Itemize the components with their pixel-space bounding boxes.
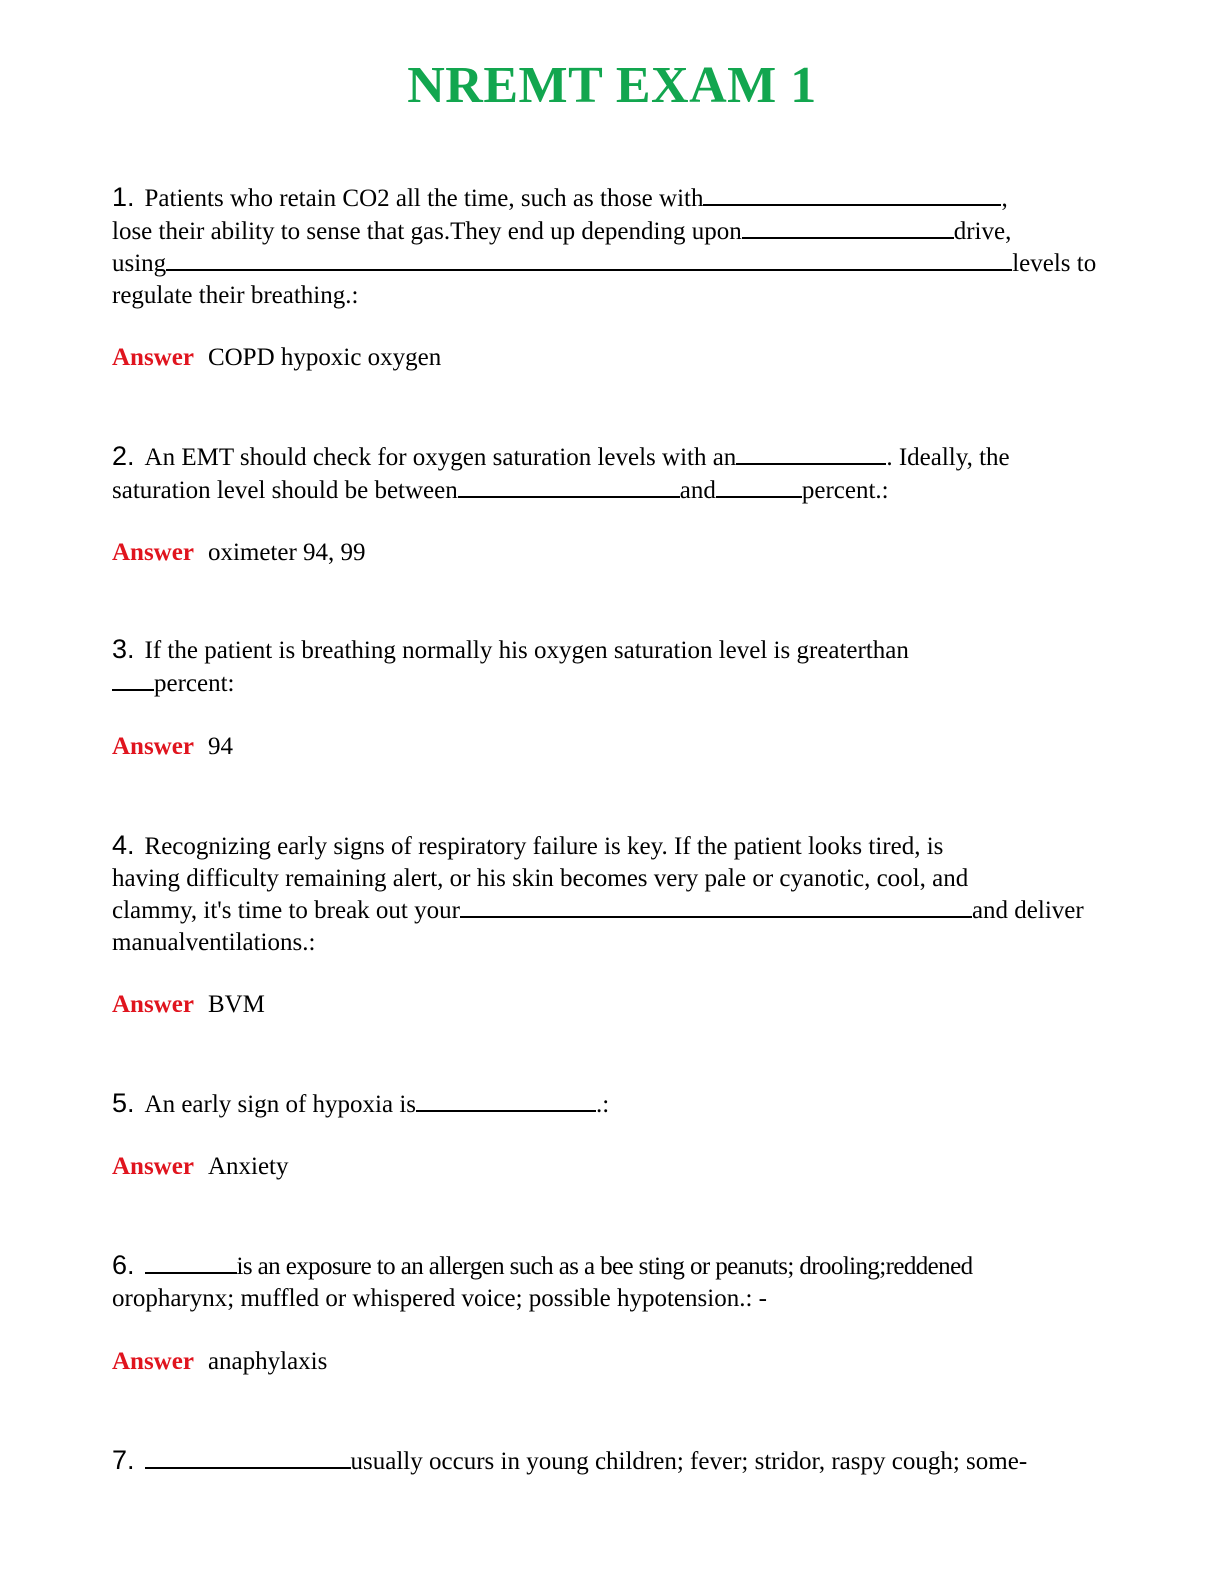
question-text: levels to [1012, 250, 1097, 277]
answer-label: Answer [112, 539, 194, 566]
question-text: having difficulty remaining alert, or his skin becomes very pale or cyanotic, cool, and [112, 864, 969, 892]
question-text: oropharynx; muffled or whispered voice; possible hypotension.: - [112, 1284, 767, 1312]
question-line [112, 863, 1118, 895]
question-text: usually occurs in young children; fever; stridor, raspy cough; some- [350, 1448, 1028, 1475]
question-line [112, 474, 1118, 507]
answer-blank [166, 247, 1012, 271]
answer-3 [112, 731, 233, 762]
answer-label: Answer [112, 991, 194, 1018]
question-number: 4. [112, 830, 135, 860]
answer-label: Answer [112, 1153, 194, 1180]
question-5 [112, 1088, 1118, 1121]
page-title: NREMT EXAM 1 [407, 57, 817, 114]
question-line [112, 1088, 1118, 1121]
question-number: 6. [112, 1250, 135, 1280]
answer-label: Answer [112, 344, 194, 371]
question-line [112, 280, 1118, 312]
question-text: using [112, 250, 167, 277]
question-line [112, 667, 1118, 700]
question-text: saturation level should be between [112, 476, 458, 504]
answer-blank [145, 1250, 237, 1274]
question-text: , [1001, 185, 1008, 212]
question-7 [112, 1445, 1118, 1478]
question-line [112, 894, 1118, 927]
answer-text: Anxiety [207, 1153, 289, 1180]
answer-text: BVM [207, 991, 265, 1018]
question-text: lose their ability to sense that gas.They end up depending upon [112, 217, 742, 245]
answer-2 [112, 537, 366, 568]
question-line [112, 1283, 1118, 1315]
question-text: manualventilations.: [112, 928, 316, 956]
question-number: 1. [112, 182, 135, 212]
question-text: An EMT should check for oxygen saturation levels with an [144, 444, 737, 471]
question-text: Recognizing early signs of respiratory failure is key. If the patient looks tired, is [144, 833, 944, 860]
answer-blank [716, 474, 802, 498]
question-text: and [679, 476, 716, 504]
answer-blank [416, 1088, 596, 1112]
answer-text: anaphylaxis [207, 1348, 328, 1375]
question-text: is an exposure to an allergen such as a bee sting or peanuts; drooling;reddened [236, 1253, 973, 1280]
answer-label: Answer [112, 733, 194, 760]
answer-5 [112, 1151, 288, 1182]
question-line [112, 247, 1118, 280]
question-line [112, 441, 1118, 474]
question-1 [112, 182, 1118, 311]
question-number: 5. [112, 1088, 135, 1118]
answer-blank [703, 182, 1001, 206]
answer-blank [460, 894, 972, 918]
question-text: regulate their breathing.: [112, 281, 359, 309]
answer-blank [145, 1445, 351, 1469]
question-line [112, 927, 1118, 959]
question-number: 3. [112, 634, 135, 664]
question-text: percent.: [801, 476, 889, 504]
question-3 [112, 634, 1118, 699]
question-text: percent: [154, 669, 235, 697]
answer-text: oximeter 94, 99 [207, 539, 366, 566]
question-text: drive, [953, 217, 1012, 245]
question-number: 7. [112, 1445, 135, 1475]
question-text: Patients who retain CO2 all the time, such as those with [144, 185, 704, 212]
question-2 [112, 441, 1118, 506]
answer-6 [112, 1346, 327, 1377]
question-line [112, 215, 1118, 248]
answer-1 [112, 342, 441, 373]
question-number: 2. [112, 441, 135, 471]
answer-text: COPD hypoxic oxygen [207, 344, 442, 371]
answer-4 [112, 989, 265, 1020]
answer-blank [458, 474, 680, 498]
question-line [112, 830, 1118, 863]
answer-blank [742, 215, 954, 239]
answer-text: 94 [207, 733, 233, 760]
question-line [112, 1250, 1118, 1283]
question-text: .: [596, 1091, 610, 1118]
answer-blank [736, 441, 886, 465]
question-text: If the patient is breathing normally his oxygen saturation level is greaterthan [144, 637, 909, 664]
question-line [112, 182, 1118, 215]
question-text: An early sign of hypoxia is [144, 1091, 417, 1118]
question-text: and deliver [971, 897, 1084, 924]
answer-label: Answer [112, 1348, 194, 1375]
question-text: . Ideally, the [886, 444, 1010, 471]
question-4 [112, 830, 1118, 958]
question-text: clammy, it's time to break out your [112, 897, 460, 924]
question-line [112, 634, 1118, 667]
question-line [112, 1445, 1118, 1478]
question-6 [112, 1250, 1118, 1314]
answer-blank [112, 667, 154, 691]
